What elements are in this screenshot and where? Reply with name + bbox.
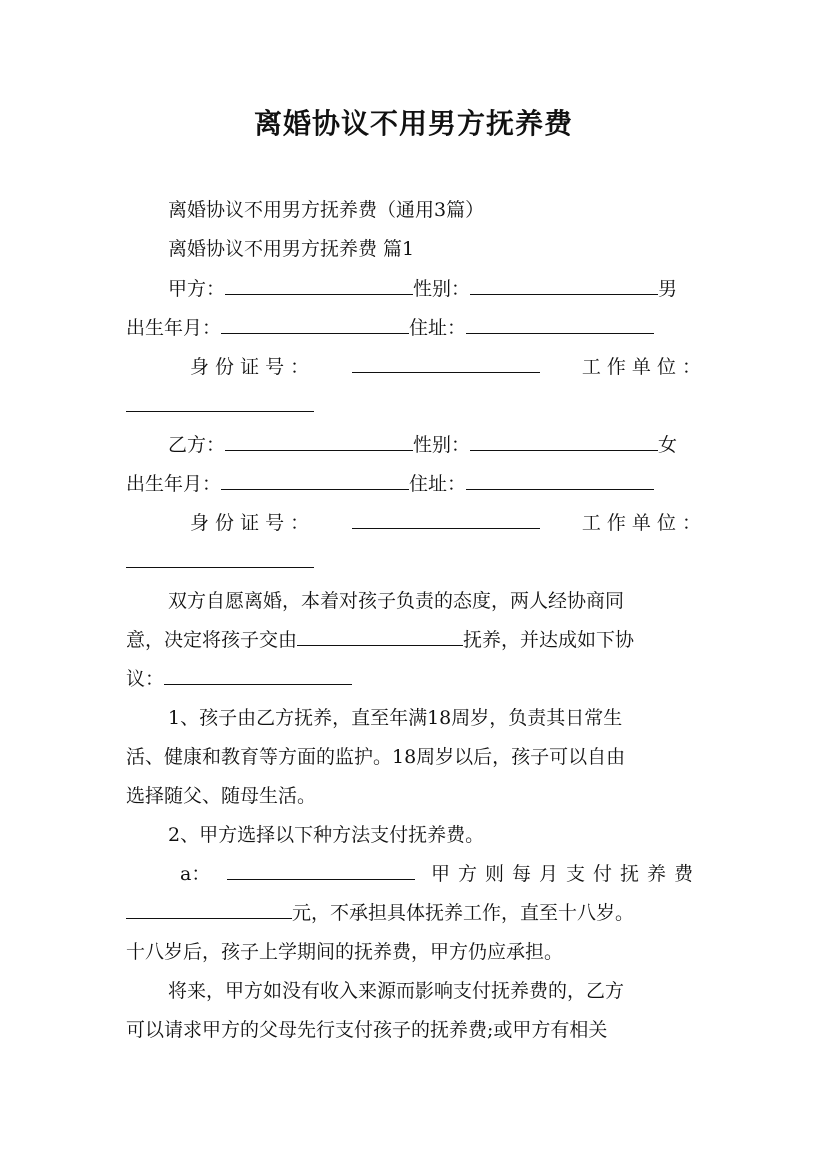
paragraph-line: 活、健康和教育等方面的监护。18周岁以后，孩子可以自由 (126, 746, 626, 768)
party-b-id-line (190, 504, 701, 542)
party-b-id-blank (352, 504, 540, 529)
party-b-line (168, 426, 701, 464)
text-segment: 议： (126, 668, 165, 690)
party-a-label: 甲方： (168, 278, 226, 300)
party-a-name-blank (225, 270, 413, 295)
page-title: 离婚协议不用男方抚养费 (253, 107, 573, 140)
paragraph-line (126, 894, 701, 932)
party-a-work-blank (126, 387, 314, 412)
party-b-work-blank (126, 543, 314, 568)
text-segment: a： (180, 863, 211, 885)
party-b-gender-blank (470, 426, 658, 451)
paragraph-line: 可以请求甲方的父母先行支付孩子的抚养费;或甲方有相关 (126, 1019, 608, 1041)
paragraph-line: 十八岁后，孩子上学期间的抚养费，甲方仍应承担。 (126, 941, 564, 963)
gender-label: 性别： (413, 278, 471, 300)
party-a-id-blank (352, 348, 540, 373)
party-a-gender-value: 男 (658, 278, 678, 300)
party-a-birth-line (126, 309, 701, 347)
id-label: 身 份 证 号 ： (190, 356, 310, 378)
work-label: 工 作 单 位 ： (581, 356, 701, 378)
address-label: 住址： (409, 317, 467, 339)
party-b-gender-value: 女 (658, 434, 678, 456)
party-a-work-line (126, 387, 701, 425)
text-segment: 元，不承担具体抚养工作，直至十八岁。 (292, 902, 635, 924)
doc-subtitle: 离婚协议不用男方抚养费（通用3篇） (168, 199, 485, 221)
party-b-birth-line (126, 465, 701, 503)
agreement-blank (164, 660, 352, 685)
paragraph-line (126, 621, 701, 659)
text-segment: 意，决定将孩子交由 (126, 629, 298, 651)
paragraph-line: 选择随父、随母生活。 (126, 785, 317, 807)
party-b-birth-blank (221, 465, 409, 490)
party-b-name-blank (225, 426, 413, 451)
party-a-address-blank (466, 309, 654, 334)
party-b-label: 乙方： (168, 434, 226, 456)
text-segment: 甲方则每月支付抚养费 (430, 863, 701, 885)
party-b-work-line (126, 543, 701, 581)
id-label: 身 份 证 号 ： (190, 512, 310, 534)
paragraph-line: 双方自愿离婚，本着对孩子负责的态度，两人经协商同 (168, 590, 625, 612)
party-a-gender-blank (470, 270, 658, 295)
paragraph-line: 2、甲方选择以下种方法支付抚养费。 (168, 824, 485, 846)
party-a-id-line (190, 348, 701, 386)
birth-label: 出生年月： (126, 317, 222, 339)
text-segment: 抚养，并达成如下协 (463, 629, 635, 651)
paragraph-line (180, 855, 701, 893)
custodian-blank (297, 621, 463, 646)
address-label: 住址： (409, 473, 467, 495)
paragraph-line: 将来，甲方如没有收入来源而影响支付抚养费的，乙方 (168, 980, 625, 1002)
party-b-address-blank (466, 465, 654, 490)
party-a-line (168, 270, 701, 308)
party-a-birth-blank (221, 309, 409, 334)
birth-label: 出生年月： (126, 473, 222, 495)
gender-label: 性别： (413, 434, 471, 456)
section-heading: 离婚协议不用男方抚养费 篇1 (168, 238, 415, 260)
work-label: 工 作 单 位 ： (581, 512, 701, 534)
payment-amount-blank (126, 894, 292, 919)
paragraph-line: 1、孩子由乙方抚养，直至年满18周岁，负责其日常生 (168, 707, 623, 729)
paragraph-line (126, 660, 701, 698)
payment-method-blank (227, 855, 415, 880)
